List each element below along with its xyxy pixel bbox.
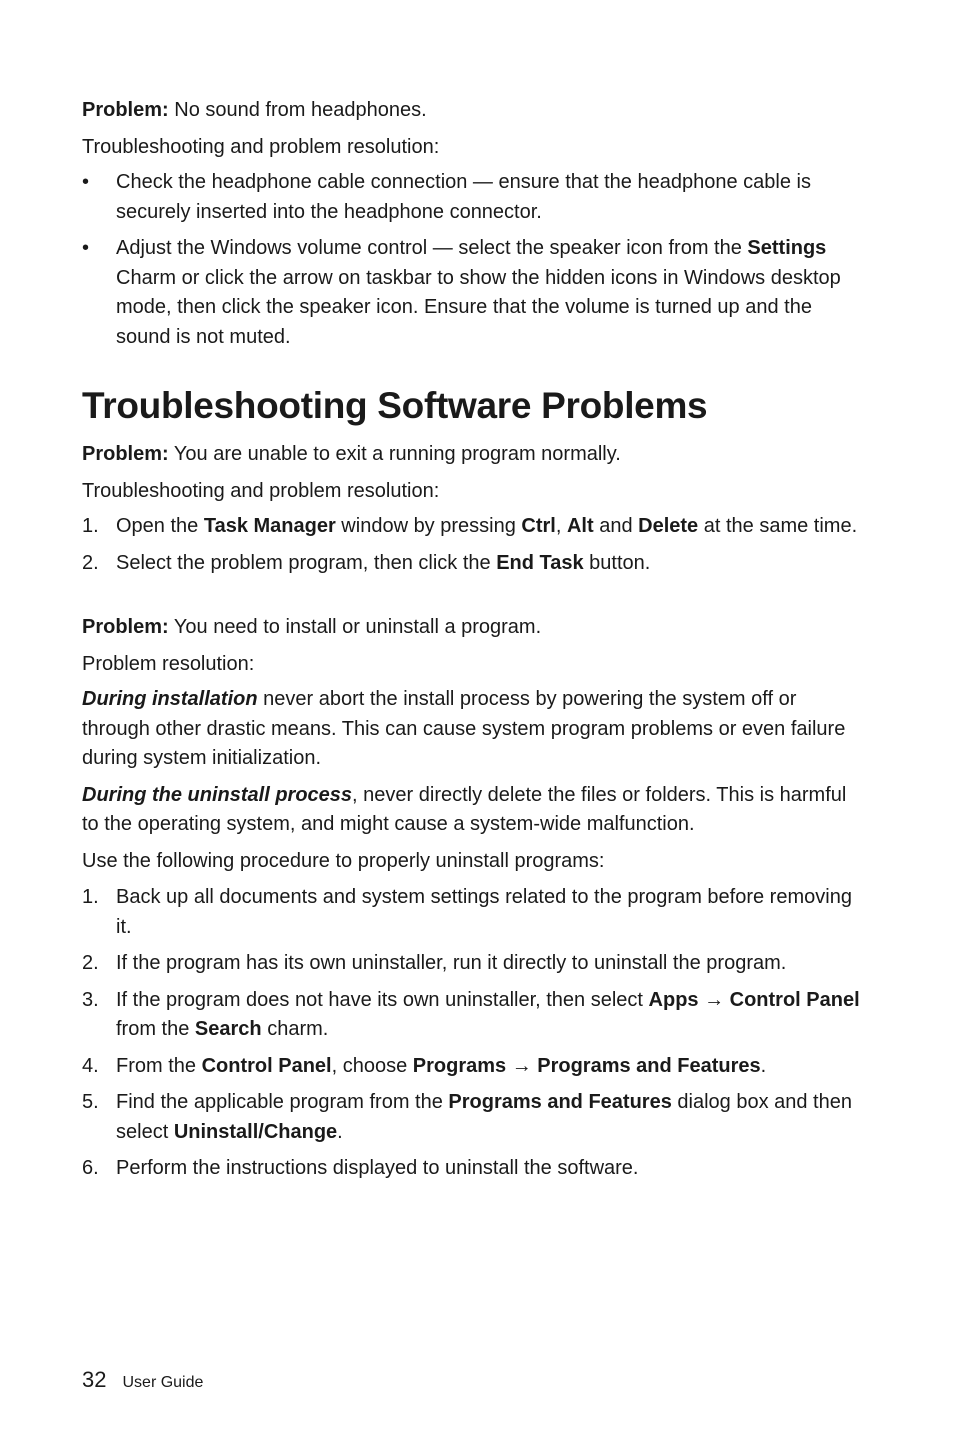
uninstall-steps — [82, 883, 862, 1184]
resolution-heading: Problem resolution: — [82, 652, 255, 675]
section-heading: Troubleshooting Software Problems — [82, 385, 708, 426]
list-item: 4. From the Control Panel, choose Programs → Programs and Features. — [82, 1054, 767, 1077]
problem-install: Problem: You need to install or uninstall a program. — [82, 616, 542, 638]
resolution-heading: Troubleshooting and problem resolution: — [82, 479, 440, 502]
problem-headphones — [82, 96, 862, 126]
problem-label: Problem: — [82, 99, 169, 121]
page-content — [82, 96, 862, 1191]
list-item: 2. If the program has its own uninstaller, run it directly to uninstall the program. — [82, 952, 787, 974]
resolution-heading: Troubleshooting and problem resolution: — [82, 135, 440, 158]
list-item: 3. If the program does not have its own uninstaller, then select Apps → Control Panel from the Search charm. — [82, 988, 860, 1040]
page-number: 32 — [82, 1367, 107, 1392]
list-item: 5. Find the applicable program from the Programs and Features dialog box and then select Uninstall/Change. — [82, 1091, 852, 1143]
procedure-intro: Use the following procedure to properly uninstall programs: — [82, 849, 605, 872]
problem-exit-program: Problem: You are unable to exit a running program normally. — [82, 443, 621, 465]
list-item: • Check the headphone cable connection — ensure that the headphone cable is securely inserted into the headphone connector. — [82, 171, 811, 223]
headphone-steps-list — [82, 168, 862, 352]
list-item: 1. Open the Task Manager window by pressing Ctrl, Alt and Delete at the same time. — [82, 515, 858, 537]
list-item: 6. Perform the instructions displayed to uninstall the software. — [82, 1157, 639, 1179]
guide-label: User Guide — [122, 1374, 204, 1391]
install-note: During installation never abort the install process by powering the system off or through other drastic means. This can cause system program problems or even failure during system initialization. — [82, 688, 846, 769]
problem-text: No sound from headphones. — [168, 99, 427, 121]
list-item: 1. Back up all documents and system settings related to the program before removing it. — [82, 886, 852, 938]
exit-program-steps — [82, 512, 862, 578]
uninstall-note: During the uninstall process, never directly delete the files or folders. This is harmful to the operating system, and might cause a system-wide malfunction. — [82, 783, 847, 835]
list-item: 2. Select the problem program, then click the End Task button. — [82, 551, 651, 574]
spacer — [82, 585, 862, 613]
list-item: • Adjust the Windows volume control — select the speaker icon from the Settings Charm or click the arrow on taskbar to show the hidden icons in Windows desktop mode, then click the speaker icon. Ensure that the volume is turned up and the sound is not muted. — [82, 237, 841, 348]
page-footer — [82, 1367, 203, 1393]
